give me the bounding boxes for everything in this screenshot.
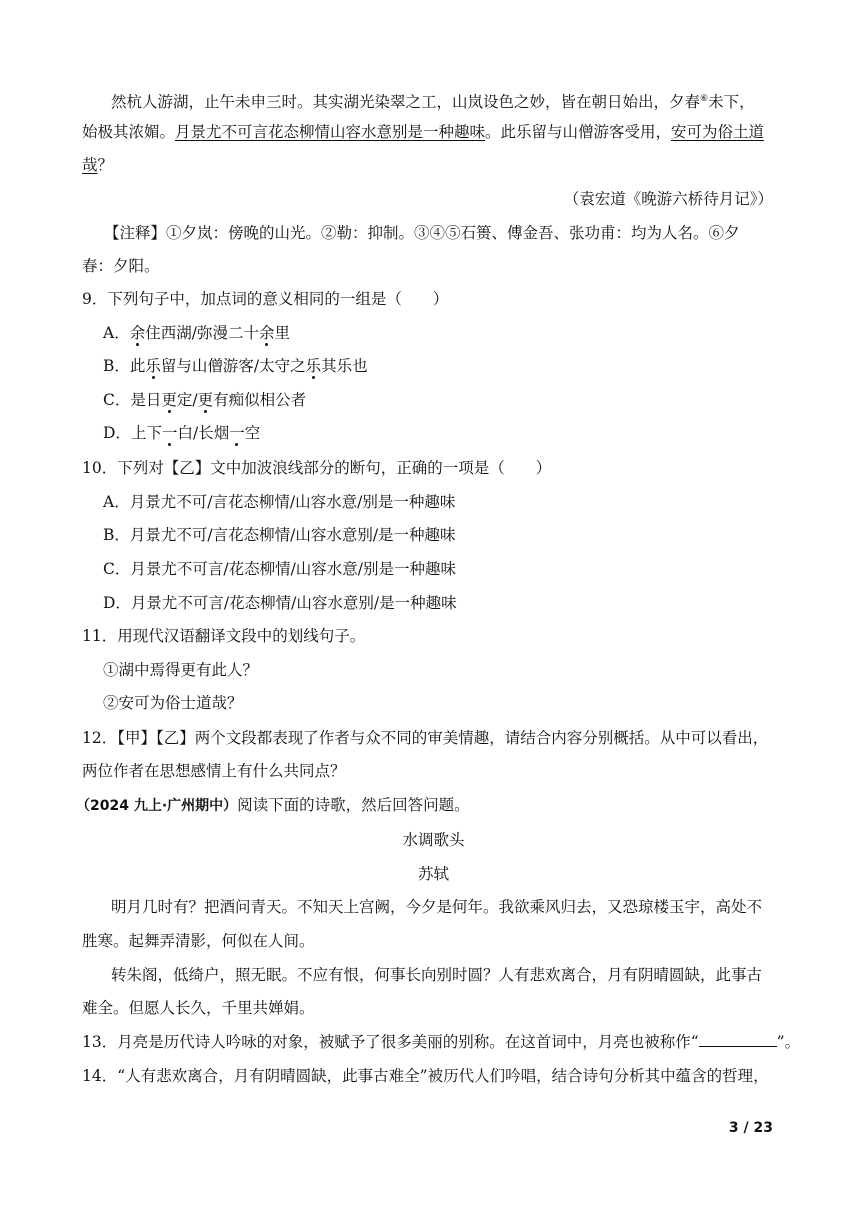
dotted-word: 乐 (145, 357, 161, 375)
notes-line-1: 【注释】①夕岚：傍晚的山光。②勒：抑制。③④⑤石篑、傅金吾、张功甫：均为人名。⑥夕 (104, 224, 740, 242)
section-instruction: 阅读下面的诗歌，然后回答问题。 (237, 796, 470, 814)
question-11-stem: 11．用现代汉语翻译文段中的划线句子。 (82, 627, 366, 645)
question-12-line-2: 两位作者在思想感情上有什么共同点？ (82, 762, 346, 780)
passage-text: 。此乐留与山僧游客受用， (485, 123, 672, 141)
q10-option-d: D．月景尤不可言/花态柳情/山容水意别/是一种趣味 (103, 594, 457, 612)
dotted-word: 余 (258, 324, 275, 342)
dotted-word: 乐 (305, 357, 322, 375)
footnote-marker: ⑥ (700, 94, 709, 104)
passage-source: （袁宏道《晚游六桥待月记》） (563, 190, 773, 208)
question-text: “人有悲欢离合，月有阴晴圆缺，此事古难全”被历代人们吟唱，结合诗句分析其中蕴含的哲理， (117, 1067, 769, 1085)
poem-para-2-line-2: 难全。但愿人长久，千里共婵娟。 (82, 999, 315, 1017)
question-10-stem: 10．下列对【乙】文中加波浪线部分的断句，正确的一项是（ ） (82, 459, 552, 477)
question-14 (82, 1065, 769, 1087)
dotted-word: 更 (197, 391, 214, 409)
q9-option-c (103, 389, 306, 411)
option-text: 里 (274, 324, 290, 342)
question-number: 12． (82, 729, 118, 747)
option-letter: D． (103, 424, 131, 442)
option-text: 白/长烟 (177, 424, 230, 442)
underlined-sentence: 哉 (82, 156, 98, 174)
option-letter: C． (103, 391, 131, 409)
option-text: 空 (244, 424, 261, 442)
notes-line-2: 春：夕阳。 (82, 257, 160, 275)
poem-para-1-line-2: 胜寒。起舞弄清影，何似在人间。 (82, 932, 315, 950)
question-number: 13． (82, 1033, 118, 1051)
option-text: 定/ (176, 391, 198, 409)
passage-text: 然杭人游湖，止午未申三时。其实湖光染翠之工，山岚设色之妙，皆在朝日始出，夕春 (111, 93, 701, 112)
option-letter: A． (103, 324, 130, 342)
answer-blank[interactable] (699, 1032, 777, 1047)
question-13 (82, 1031, 800, 1053)
option-text: 有痴似相公者 (213, 391, 307, 409)
option-letter: B． (103, 357, 130, 375)
passage-line-1 (111, 88, 755, 113)
section-intro (76, 794, 470, 817)
option-text: 留与山僧游客/太守之 (160, 357, 306, 375)
section-source: （2024 九上·广州期中） (76, 798, 238, 814)
question-9-stem: 9．下列句子中，加点词的意义相同的一组是（ ） (82, 290, 449, 308)
dotted-word: 更 (161, 391, 177, 409)
q9-option-a (103, 322, 290, 344)
underlined-sentence: 安可为俗土道 (671, 123, 765, 141)
option-text: 上下 (130, 424, 162, 442)
passage-text: 未下， (708, 93, 755, 112)
question-text: 月亮是历代诗人吟咏的对象，被赋予了很多美丽的别称。在这首词中，月亮也被称作“ (117, 1033, 699, 1051)
dotted-word: 余 (129, 324, 146, 342)
passage-text: ？ (97, 156, 114, 174)
option-text: 其乐也 (321, 357, 368, 375)
poem-author: 苏轼 (417, 865, 449, 883)
question-text: 【甲】【乙】两个文段都表现了作者与众不同的审美情趣，请结合内容分别概括。从中可以看出， (117, 729, 769, 747)
q9-option-b (103, 355, 368, 377)
option-text: 此 (129, 357, 146, 375)
poem-para-1-line-1: 明月几时有？把酒问青天。不知天上宫阙，今夕是何年。我欲乘风归去，又恐琼楼玉宇，高处不 (111, 898, 763, 916)
question-text: ”。 (776, 1033, 801, 1051)
option-text: 是日 (130, 391, 162, 409)
question-12-line-1 (82, 727, 768, 749)
q11-item-1: ①湖中焉得更有此人？ (103, 661, 259, 679)
option-text: 住西湖/弥漫二十 (145, 324, 259, 342)
poem-title: 水调歌头 (402, 831, 465, 849)
underlined-sentence: 月景尤不可言花态柳情山容水意别是一种趣味 (175, 123, 486, 141)
dotted-word: 一 (229, 424, 245, 442)
q10-option-b: B．月景尤不可/言花态柳情/山容水意别/是一种趣味 (103, 526, 456, 544)
page-number: 3 / 23 (728, 1120, 773, 1136)
question-number: 14． (82, 1067, 118, 1085)
passage-line-3 (82, 154, 113, 176)
dotted-word: 一 (161, 424, 178, 442)
q10-option-a: A．月景尤不可/言花态柳情/山容水意/别是一种趣味 (103, 493, 456, 511)
q10-option-c: C．月景尤不可言/花态柳情/山容水意/别是一种趣味 (103, 560, 457, 578)
q11-item-2: ②安可为俗士道哉？ (103, 694, 243, 712)
passage-line-2 (82, 121, 764, 143)
q9-option-d (103, 422, 260, 444)
poem-para-2-line-1: 转朱阁，低绮户，照无眠。不应有恨，何事长向别时圆？人有悲欢离合，月有阴晴圆缺，此事古 (111, 966, 763, 984)
passage-text: 始极其浓媚。 (82, 123, 176, 141)
